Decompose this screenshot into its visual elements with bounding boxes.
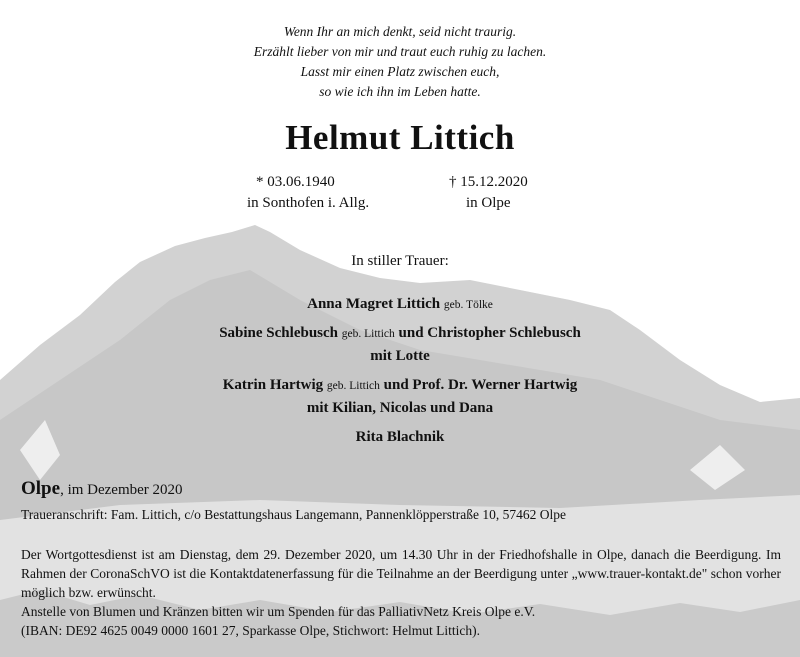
- service-notice: [21, 545, 781, 640]
- city-name: Olpe: [21, 478, 61, 499]
- donation-text: Anstelle von Blumen und Kränzen bitten wir um Spenden für das PalliativNetz Kreis Olpe e.V.: [21, 604, 536, 619]
- death-date: † 15.12.2020: [449, 174, 528, 190]
- mourner-nee: geb. Littich: [341, 328, 395, 340]
- mourner-partner: und Christopher Schlebusch: [398, 325, 581, 341]
- mourner-children: mit Kilian, Nicolas und Dana: [306, 400, 494, 416]
- service-text: Der Wortgottesdienst ist am Dienstag, dem 29. Dezember 2020, um 14.30 Uhr in der Friedhofshalle in Olpe, danach die Beerdigung. Im Rahmen der CoronaSchVO ist die Kontaktdatenerfassung für die Teilnahme an der Beerdigung unter „www.trauer-kontakt.de" schon vorher möglich bzw. erwünscht.: [21, 547, 781, 600]
- mourning-intro: In stiller Trauer:: [351, 253, 449, 269]
- poem-line: Wenn Ihr an mich denkt, seid nicht traurig.: [283, 24, 517, 39]
- mourner-name: Katrin Hartwig: [222, 377, 324, 393]
- mourner-name: Sabine Schlebusch: [219, 325, 338, 341]
- deceased-name: Helmut Littich: [285, 118, 515, 157]
- mourner-entry: [0, 293, 800, 316]
- place-and-date: [21, 478, 183, 500]
- mourner-nee: geb. Littich: [326, 380, 380, 392]
- mourning-address: Traueranschrift: Fam. Littich, c/o Bestattungshaus Langemann, Pannenklöpperstraße 10, 57462 Olpe: [21, 507, 567, 522]
- poem-line: Lasst mir einen Platz zwischen euch,: [300, 64, 500, 79]
- death-info: [449, 172, 528, 214]
- birth-info: [247, 172, 369, 214]
- poem: [0, 22, 800, 102]
- death-place: in Olpe: [466, 195, 511, 211]
- poem-line: Erzählt lieber von mir und traut euch ruhig zu lachen.: [253, 44, 547, 59]
- bank-details: (IBAN: DE92 4625 0049 0000 1601 27, Sparkasse Olpe, Stichwort: Helmut Littich).: [21, 623, 480, 638]
- date-text: , im Dezember 2020: [60, 482, 183, 498]
- mourner-entry: [0, 374, 800, 419]
- mourner-name: Anna Magret Littich: [307, 296, 441, 312]
- mourner-entry: [0, 322, 800, 367]
- poem-line: so wie ich ihn im Leben hatte.: [319, 84, 481, 99]
- mourner-children: mit Lotte: [370, 348, 430, 364]
- mourner-name: Rita Blachnik: [355, 429, 445, 445]
- mourner-entry: [0, 426, 800, 448]
- birth-date: * 03.06.1940: [256, 174, 335, 190]
- birth-place: in Sonthofen i. Allg.: [247, 195, 370, 211]
- mourner-partner: und Prof. Dr. Werner Hartwig: [383, 377, 578, 393]
- mourner-nee: geb. Tölke: [443, 299, 493, 311]
